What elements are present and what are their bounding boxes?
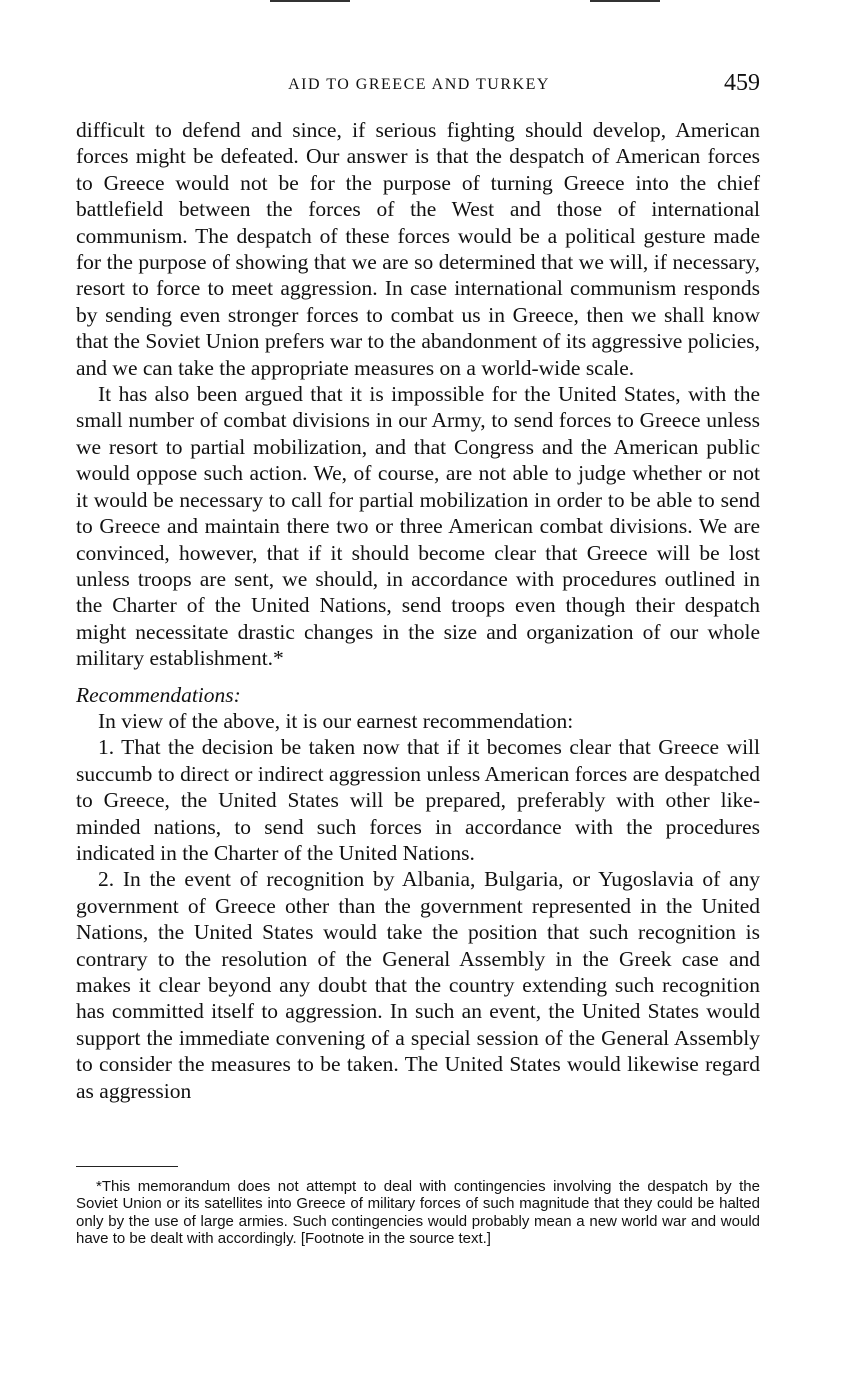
running-head: AID TO GREECE AND TURKEY	[288, 76, 550, 93]
page-number: 459	[724, 70, 760, 96]
recommendation-item: 2. In the event of recognition by Albania, Bulgaria, or Yugoslavia of any government of Greece other than the government represented in the United Nations, the United States would take the position that such recognition is contrary to the resolution of the General Assembly in the Greek case and makes it clear beyond any doubt that the country extending such recognition has committed itself to aggression. In such an event, the United States would support the immediate convening of a special session of the General Assembly to consider the measures to be taken. The United States would likewise regard as aggression	[76, 867, 760, 1103]
section-subheading: Recommendations:	[76, 682, 241, 707]
page-header	[76, 72, 762, 102]
paragraph: In view of the above, it is our earnest recommendation:	[98, 708, 574, 733]
body-text	[76, 117, 760, 1104]
paragraph: It has also been argued that it is impossible for the United States, with the small number of combat divisions in our Army, to send forces to Greece unless we resort to partial mobilization, and that Congress and the American public would oppose such action. We, of course, are not able to judge whether or not it would be necessary to call for partial mobilization in order to be able to send to Greece and maintain there two or three American combat divisions. We are convinced, however, that if it should become clear that Greece will be lost unless troops are sent, we should, in accordance with procedures outlined in the Charter of the United Nations, send troops even though their despatch might necessitate drastic changes in the size and organization of our whole military establishment.*	[76, 382, 760, 671]
scan-edge-mark	[590, 0, 660, 2]
scan-edge-mark	[270, 0, 350, 2]
footnote-divider	[76, 1166, 178, 1167]
recommendation-item: 1. That the decision be taken now that if it becomes clear that Greece will succumb to direct or indirect aggression unless American forces are despatched to Greece, the United States will be prepared, preferably with other like-minded nations, to send such forces in accordance with the procedures indicated in the Charter of the United Nations.	[76, 735, 760, 865]
footnote: *This memorandum does not attempt to deal with contingencies involving the despatch by the Soviet Union or its satellites into Greece of military forces of such magnitude that they could be halted only by the use of large armies. Such contingencies would probably mean a new world war and would have to be dealt with accordingly. [Footnote in the source text.]	[76, 1178, 760, 1248]
paragraph: difficult to defend and since, if serious fighting should develop, American forces might be defeated. Our answer is that the despatch of American forces to Greece would not be for the purpose of turning Greece into the chief battlefield between the forces of the West and those of international communism. The despatch of these forces would be a political gesture made for the purpose of showing that we are so determined that we will, if necessary, resort to force to meet aggression. In case international communism responds by sending even stronger forces to combat us in Greece, then we shall know that the Soviet Union prefers war to the abandonment of its aggressive policies, and we can take the appropriate measures on a world-wide scale.	[76, 118, 760, 380]
